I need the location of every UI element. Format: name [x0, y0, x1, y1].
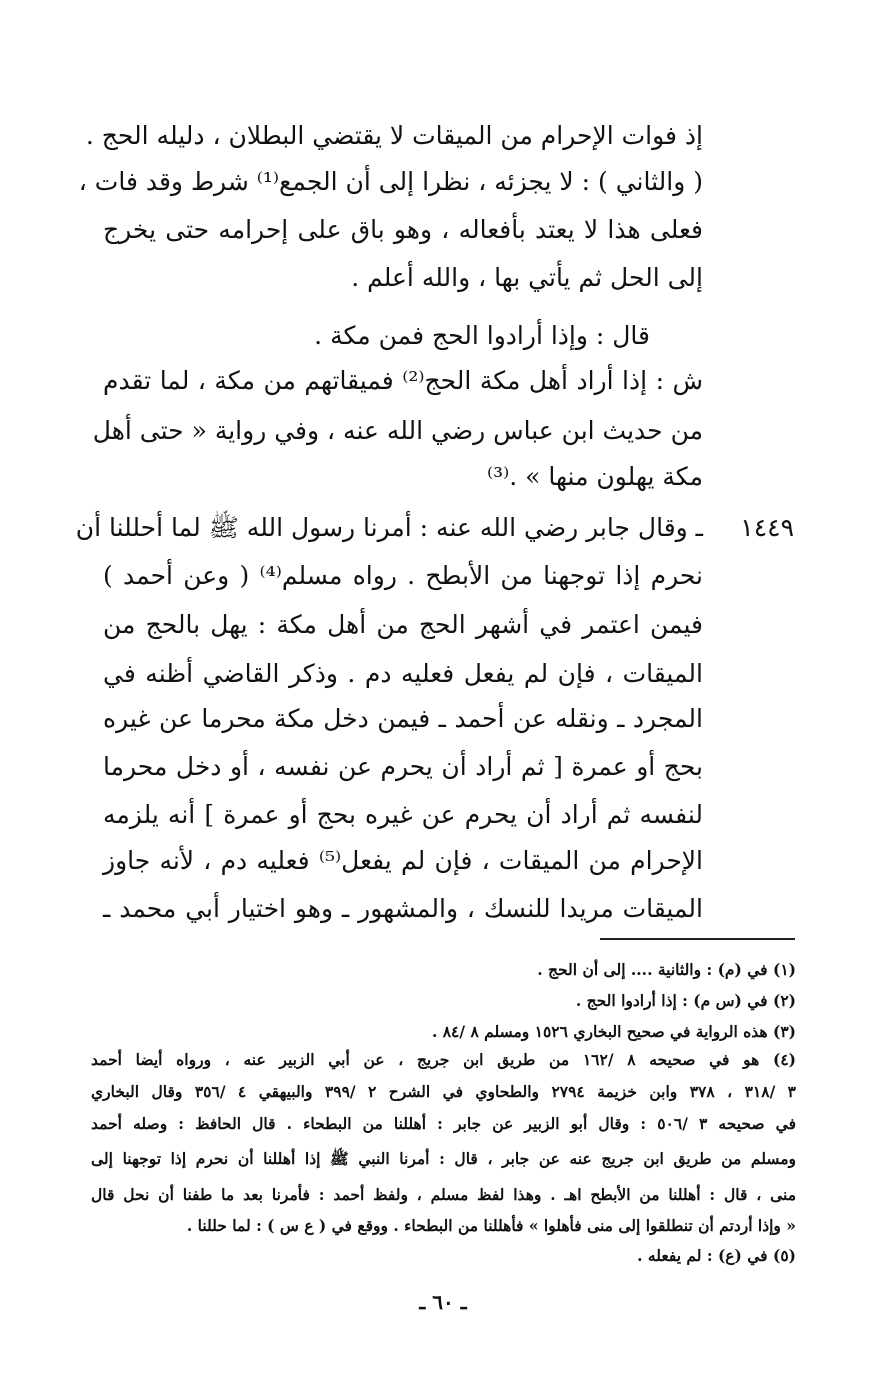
body-line: مكة يهلون منها » .⁽³⁾	[486, 462, 703, 491]
body-line: المجرد ـ ونقله عن أحمد ـ فيمن دخل مكة محرما عن غيره	[103, 704, 703, 733]
body-line: فيمن اعتمر في أشهر الحج من أهل مكة : يهل بالحج من	[103, 610, 703, 639]
footnote: « وإذا أردتم أن تنطلقوا إلى منى فأهلوا » فأهللنا من البطحاء . ووقع في ( ع س ) : لما حللنا .	[186, 1216, 796, 1235]
footnote: منى ، قال : أهللنا من الأبطح اهـ . وهذا لفظ مسلم ، ولفظ أحمد : فأمرنا بعد ما طفنا أن نحل قال	[91, 1185, 796, 1204]
body-line: الميقات مريدا للنسك ، والمشهور ـ وهو اختيار أبي محمد ـ	[103, 894, 703, 923]
hadith-number: ١٤٤٩	[740, 513, 794, 542]
body-line: لنفسه ثم أراد أن يحرم عن غيره بحج أو عمرة ] أنه يلزمه	[103, 800, 703, 829]
body-line: الميقات ، فإن لم يفعل فعليه دم . وذكر القاضي أظنه في	[103, 659, 703, 688]
body-line: فعلى هذا لا يعتد بأفعاله ، وهو باق على إحرامه حتى يخرج	[103, 215, 703, 244]
body-line: نحرم إذا توجهنا من الأبطح . رواه مسلم⁽⁴⁾ ( وعن أحمد )	[103, 561, 703, 590]
footnote: في صحيحه ٣ /٥٠٦ : وقال أبو الزبير عن جابر : أهللنا من البطحاء . قال الحافظ : وصله أحمد	[91, 1114, 797, 1133]
footnote-separator	[600, 938, 795, 940]
body-line: بحج أو عمرة [ ثم أراد أن يحرم عن نفسه ، أو دخل محرما	[103, 752, 703, 781]
section-heading: قال : وإذا أرادوا الحج فمن مكة .	[314, 321, 650, 350]
body-line: إذ فوات الإحرام من الميقات لا يقتضي البطلان ، دليله الحج .	[85, 121, 703, 150]
body-line: من حديث ابن عباس رضي الله عنه ، وفي رواية « حتى أهل	[92, 416, 703, 445]
footnote: (٤) هو في صحيحه ٨ /١٦٢ من طريق ابن جريج ، عن أبي الزبير عنه ، ورواه أيضا أحمد	[91, 1050, 796, 1069]
body-line: ـ وقال جابر رضي الله عنه : أمرنا رسول الله ﷺ لما أحللنا أن	[75, 513, 703, 542]
footnote: (٥) في (ع) : لم يفعله .	[637, 1246, 796, 1265]
footnote: ومسلم من طريق ابن جريج عنه عن جابر ، قال : أمرنا النبي ﷺ إذا أهللنا أن نحرم إذا توجهنا إلى	[91, 1149, 796, 1168]
body-line: ( والثاني ) : لا يجزئه ، نظرا إلى أن الجمع⁽¹⁾ شرط وقد فات ،	[78, 167, 703, 196]
page-number: ـ ٦٠ ـ	[419, 1290, 467, 1314]
body-line: الإحرام من الميقات ، فإن لم يفعل⁽⁵⁾ فعليه دم ، لأنه جاوز	[103, 846, 704, 875]
body-line: ش : إذا أراد أهل مكة الحج⁽²⁾ فميقاتهم من مكة ، لما تقدم	[103, 366, 703, 395]
footnote: (٣) هذه الرواية في صحيح البخاري ١٥٢٦ ومسلم ٨ /٨٤ .	[431, 1022, 796, 1041]
footnote: ٣ /٣١٨ ، ٣٧٨ وابن خزيمة ٢٧٩٤ والطحاوي في الشرح ٢ /٣٩٩ والبيهقي ٤ /٣٥٦ وقال البخاري	[91, 1082, 796, 1101]
footnote: (١) في (م) : والثانية .... إلى أن الحج .	[537, 960, 796, 979]
body-line: إلى الحل ثم يأتي بها ، والله أعلم .	[351, 263, 703, 292]
footnote: (٢) في (س م) : إذا أرادوا الحج .	[575, 991, 796, 1010]
